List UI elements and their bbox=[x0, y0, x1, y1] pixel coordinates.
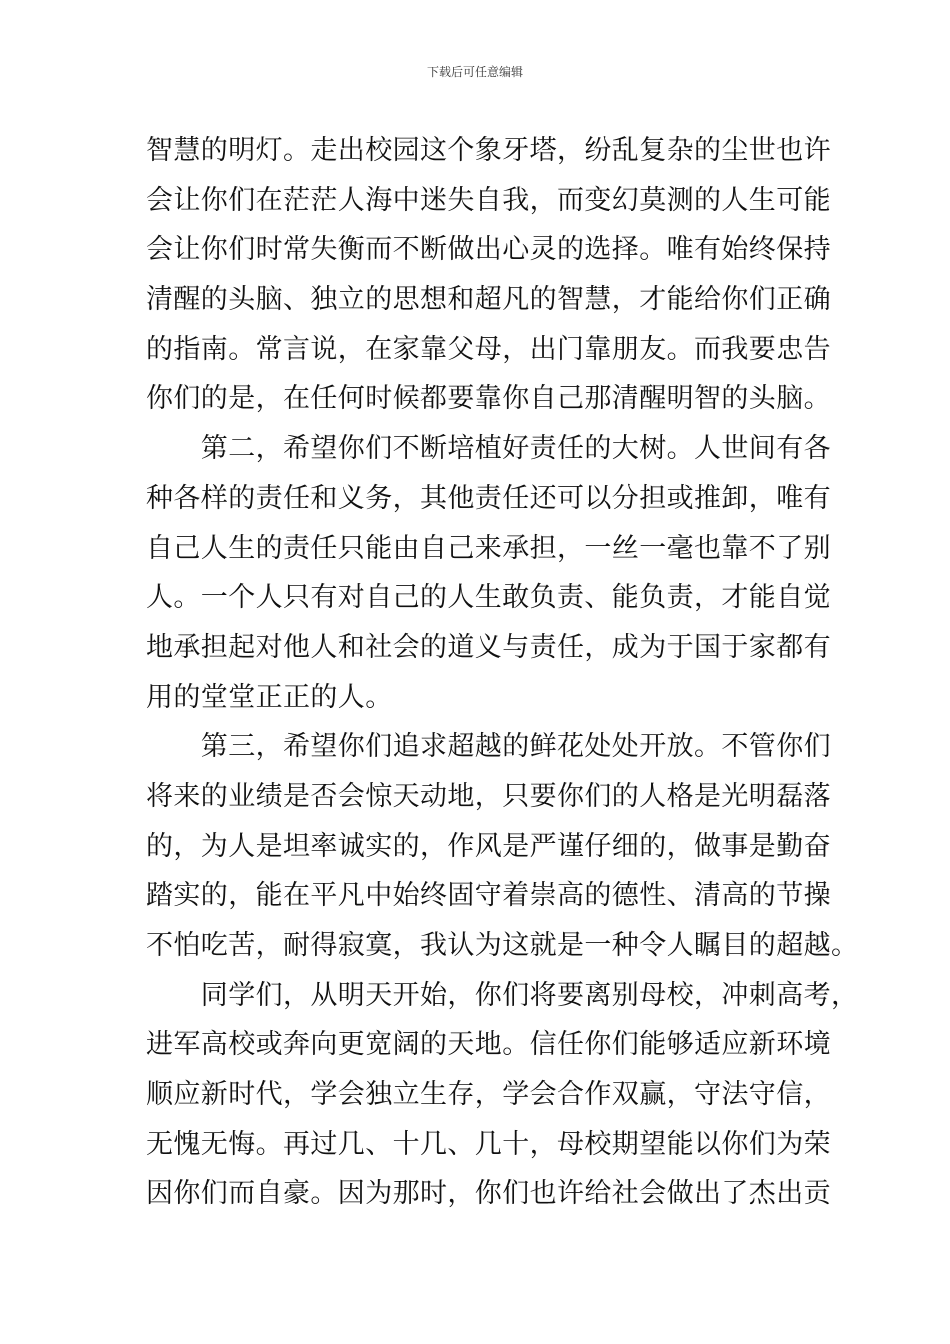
text-line: 智慧的明灯。走出校园这个象牙塔，纷乱复杂的尘世也许 bbox=[146, 135, 831, 166]
text-line: 清醒的头脑、独立的思想和超凡的智慧，才能给你们正确 bbox=[146, 284, 831, 316]
text-line: 进军高校或奔向更宽阔的天地。信任你们能够适应新环境 bbox=[146, 1029, 831, 1061]
text-line: 无愧无悔。再过几、十几、几十，母校期望能以你们为荣 bbox=[146, 1128, 831, 1160]
text-line: 顺应新时代，学会独立生存，学会合作双赢，守法守信， bbox=[146, 1079, 831, 1111]
header-note: 下载后可任意编辑 bbox=[426, 65, 523, 79]
text-line: 踏实的，能在平凡中始终固守着崇高的德性、清高的节操 bbox=[146, 880, 831, 912]
text-line: 地承担起对他人和社会的道义与责任，成为于国于家都有 bbox=[146, 631, 831, 663]
text-line: 第二，希望你们不断培植好责任的大树。人世间有各 bbox=[146, 433, 831, 465]
text-line: 第三，希望你们追求超越的鲜花处处开放。不管你们 bbox=[146, 731, 831, 763]
text-line: 将来的业绩是否会惊天动地，只要你们的人格是光明磊落 bbox=[146, 780, 831, 812]
text-line: 人。一个人只有对自己的人生敢负责、能负责，才能自觉 bbox=[146, 582, 831, 614]
text-line: 会让你们在茫茫人海中迷失自我，而变幻莫测的人生可能 bbox=[146, 184, 831, 216]
text-line: 同学们，从明天开始，你们将要离别母校，冲刺高考， bbox=[146, 979, 859, 1011]
text-line: 你们的是，在任何时候都要靠你自己那清醒明智的头脑。 bbox=[146, 383, 831, 415]
text-line: 种各样的责任和义务，其他责任还可以分担或推卸，唯有 bbox=[146, 482, 831, 514]
text-line: 不怕吃苦，耐得寂寞，我认为这就是一种令人瞩目的超越。 bbox=[146, 930, 859, 961]
text-line: 的，为人是坦率诚实的，作风是严谨仔细的，做事是勤奋 bbox=[146, 830, 831, 862]
text-line: 因你们而自豪。因为那时，你们也许给社会做出了杰出贡 bbox=[146, 1178, 831, 1210]
text-line: 自己人生的责任只能由自己来承担，一丝一毫也靠不了别 bbox=[146, 532, 831, 564]
body-text bbox=[146, 126, 859, 1219]
text-line: 会让你们时常失衡而不断做出心灵的选择。唯有始终保持 bbox=[146, 234, 831, 266]
text-line: 的指南。常言说，在家靠父母，出门靠朋友。而我要忠告 bbox=[146, 333, 831, 365]
text-line: 用的堂堂正正的人。 bbox=[146, 681, 393, 713]
